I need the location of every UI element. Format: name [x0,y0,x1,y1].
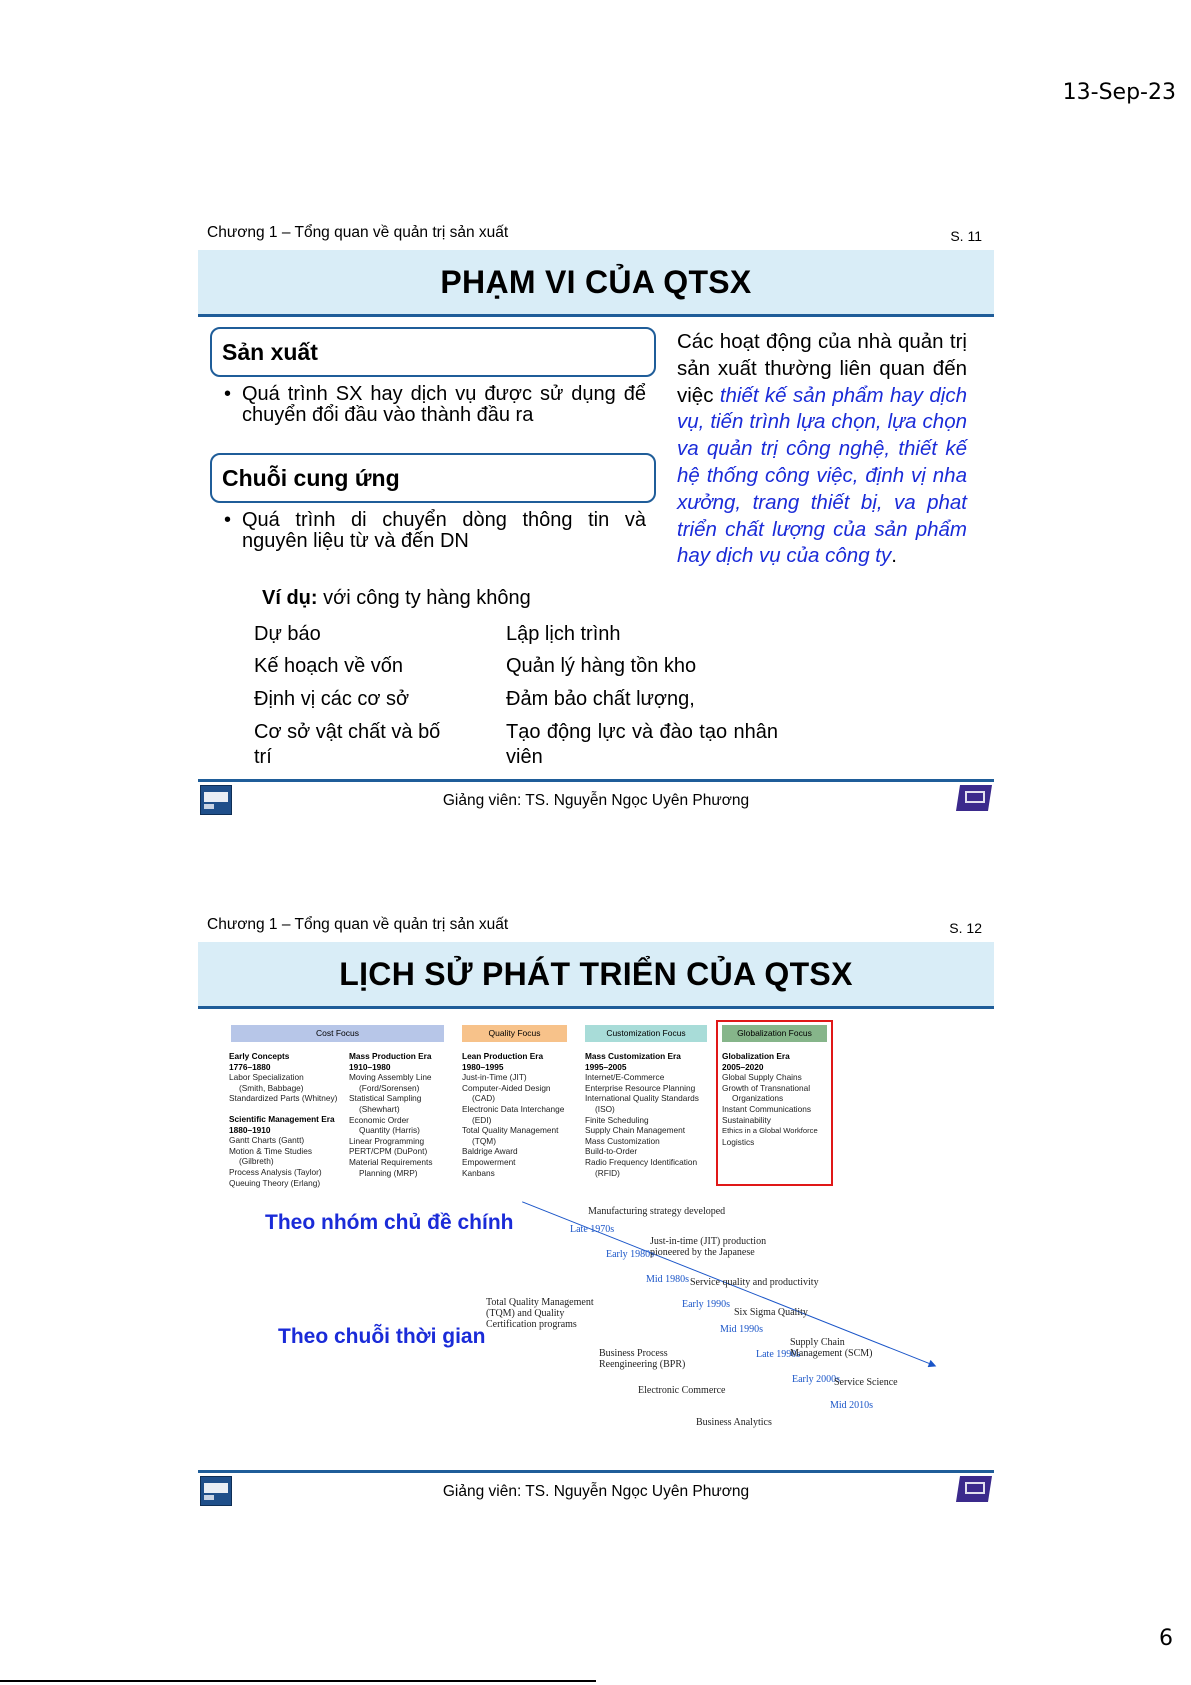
era-item: Gantt Charts (Gantt) [229,1135,305,1146]
timeline-event: Six Sigma Quality [734,1307,808,1318]
era-item: Empowerment [462,1156,516,1167]
box-heading: Chuỗi cung ứng [222,464,400,491]
era-item: Growth of Transnational [722,1082,811,1093]
slide-title-bar [198,942,994,1009]
timeline-event: pioneered by the Japanese [650,1247,755,1258]
timeline-period: Early 1990s [682,1299,731,1310]
era-item: Electronic Data Interchange [462,1103,565,1114]
era-item: Queuing Theory (Erlang) [229,1177,321,1188]
activity-item: Lập lịch trình [506,623,621,645]
era-title: Scientific Management Era [229,1113,335,1124]
era-item: (Ford/Sorensen) [359,1082,420,1093]
era-title: Globalization Era [722,1051,790,1061]
era-years: 1776–1880 [229,1061,271,1072]
era-item: Statistical Sampling [349,1093,422,1104]
description-emphasis: thiết kế sản phẩm hay dịch vụ, tiến trình lựa chọn, lựa chọn va quản trị công nghệ, thiết kế hệ thống công việc, định vị nha xưởng, trang thiết bị, va phat triển chất lượng của sản phẩm hay dịch vụ của công ty [677,383,968,568]
era-item: (Smith, Babbage) [239,1082,304,1093]
timeline-event: Supply Chain [790,1337,845,1348]
era-title: Mass Production Era [349,1051,432,1061]
activity-item: Quản lý hàng tồn kho [506,655,697,677]
era-item: Process Analysis (Taylor) [229,1166,322,1177]
activity-item: Dự báo [254,623,321,645]
bullet-text: Quá trình SX hay dịch vụ được sử dụng để chuyển đổi đầu vào thành đầu ra [242,383,646,426]
footer-rule [198,1470,994,1473]
slide-chapter: Chương 1 – Tổng quan về quản trị sản xuất [207,224,509,241]
era-years: 1995–2005 [585,1061,627,1072]
era-globalization [722,1051,830,1147]
bullet-chuoi-cung-ung [224,510,646,552]
activities-grid [254,622,778,772]
example-text: với công ty hàng không [317,587,531,609]
bullet-dot: • [224,383,232,405]
timeline-period: Mid 1980s [646,1274,690,1285]
page-date: 13-Sep-23 [1062,80,1176,105]
slide-12 [198,914,994,1514]
timeline-event: Business Process [599,1348,668,1359]
era-item: (CAD) [472,1093,496,1104]
label-by-topic: Theo nhóm chủ đề chính [265,1211,514,1234]
page-bottom-rule [0,1680,596,1682]
example-line [262,587,531,610]
era-title: Early Concepts [229,1051,290,1061]
focus-header-globalization: Globalization Focus [722,1025,827,1042]
era-item: (Gilbreth) [239,1156,274,1167]
era-item: Planning (MRP) [359,1167,418,1178]
slide-11 [198,222,994,822]
era-title: Lean Production Era [462,1051,544,1061]
activities-description [677,329,967,570]
era-item: Global Supply Chains [722,1072,802,1083]
timeline-event: Just-in-time (JIT) production [650,1236,767,1247]
focus-header-cost: Cost Focus [231,1025,444,1042]
era-years: 1980–1995 [462,1061,504,1072]
slide-number: S. 12 [949,920,982,936]
era-item: Ethics in a Global Workforce [722,1126,818,1136]
box-heading: Sản xuất [222,338,318,365]
era-item: Computer-Aided Design [462,1082,551,1093]
bullet-text: Quá trình di chuyển dòng thông tin và nguyên liệu từ và đến DN [242,509,646,552]
timeline-period: Early 1980s [606,1249,655,1260]
timeline-event: Total Quality Management [486,1297,594,1308]
page-number: 6 [1159,1626,1173,1651]
description-plain: Các hoạt động của nhà quản trị sản xuất thường liên quan đến việc [677,330,967,407]
bullet-dot: • [224,509,232,531]
timeline-event: Certification programs [486,1319,577,1330]
box-san-xuat [210,327,656,377]
era-item: Material Requirements [349,1156,433,1167]
era-item: Mass Customization [585,1135,660,1146]
era-item: Labor Specialization [229,1072,304,1083]
timeline-event: Business Analytics [696,1417,772,1428]
era-lean-production [462,1051,584,1178]
era-item: Just-in-Time (JIT) [462,1072,527,1083]
era-item: Quantity (Harris) [359,1125,420,1136]
era-item: Moving Assembly Line [349,1072,432,1083]
era-item: Sustainability [722,1114,771,1125]
timeline-event: Manufacturing strategy developed [588,1206,726,1217]
slide-number: S. 11 [950,228,982,244]
timeline-period: Early 2000s [792,1374,841,1385]
activity-item: Cơ sở vật chất và bố trí [254,721,441,768]
timeline-period: Mid 2010s [830,1400,874,1411]
era-item: Internet/E-Commerce [585,1072,665,1083]
era-years: 1880–1910 [229,1124,271,1135]
timeline-period: Mid 1990s [720,1324,764,1335]
era-item: Supply Chain Management [585,1125,686,1136]
activity-item: Tạo động lực và đào tạo nhân viên [506,721,778,768]
footer-rule [198,779,994,782]
era-item: Total Quality Management [462,1125,559,1136]
era-item: Radio Frequency Identification [585,1156,698,1167]
faculty-logo-icon [954,1474,994,1504]
era-item: Motion & Time Studies [229,1145,313,1156]
slide-footer: Giảng viên: TS. Nguyễn Ngọc Uyên Phương [442,792,750,809]
focus-header-customization: Customization Focus [585,1025,707,1042]
era-item: Economic Order [349,1114,409,1125]
era-years: 1910–1980 [349,1061,391,1072]
era-item: Logistics [722,1136,755,1147]
era-early-concepts [229,1051,347,1188]
era-item: PERT/CPM (DuPont) [349,1146,428,1157]
bullet-san-xuat [224,384,646,426]
era-item: (TQM) [472,1135,496,1146]
era-item: International Quality Standards [585,1093,699,1104]
era-item: (Shewhart) [359,1103,400,1114]
era-item: (EDI) [472,1114,492,1125]
focus-header-quality: Quality Focus [462,1025,567,1042]
era-mass-production [349,1051,461,1178]
era-item: (ISO) [595,1103,615,1114]
description-end: . [891,544,897,568]
faculty-logo-icon [954,783,994,813]
era-item: Baldrige Award [462,1146,518,1157]
era-item: Organizations [732,1093,784,1104]
timeline-event: Reengineering (BPR) [599,1359,686,1370]
timeline-event: Service Science [834,1377,898,1388]
era-mass-customization [585,1051,717,1178]
era-item: Standardized Parts (Whitney) [229,1093,338,1104]
slide-chapter: Chương 1 – Tổng quan về quản trị sản xuất [207,916,509,933]
era-item: Finite Scheduling [585,1114,649,1125]
timeline-event: (TQM) and Quality [486,1308,565,1319]
slide-footer: Giảng viên: TS. Nguyễn Ngọc Uyên Phương [442,1483,750,1500]
slide-title: PHẠM VI CỦA QTSX [440,263,752,300]
era-item: Instant Communications [722,1103,812,1114]
slide-title-bar [198,250,994,317]
era-years: 2005–2020 [722,1061,764,1072]
timeline-period: Late 1990s [756,1349,801,1360]
timeline-event: Electronic Commerce [638,1385,726,1396]
timeline-period: Late 1970s [570,1224,615,1235]
era-item: Kanbans [462,1167,495,1178]
activity-item: Kế hoạch về vốn [254,655,403,677]
era-item: Build-to-Order [585,1146,638,1157]
label-by-time: Theo chuỗi thời gian [278,1325,486,1348]
era-title: Mass Customization Era [585,1051,681,1061]
timeline-event: Management (SCM) [790,1348,873,1359]
activity-item: Định vị các cơ sở [254,688,410,710]
box-chuoi-cung-ung [210,453,656,503]
era-item: (RFID) [595,1167,620,1178]
slide-title: LỊCH SỬ PHÁT TRIỂN CỦA QTSX [339,955,853,992]
timeline-event: Service quality and productivity [690,1277,819,1288]
era-item: Enterprise Resource Planning [585,1082,696,1093]
activity-item: Đảm bảo chất lượng, [506,688,695,710]
era-item: Linear Programming [349,1135,425,1146]
example-label: Ví dụ: [262,587,318,609]
